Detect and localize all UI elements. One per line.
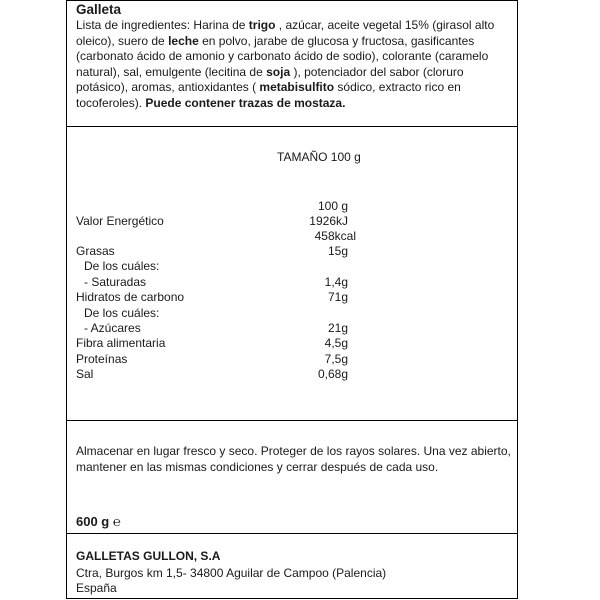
storage-line-2: mantener en las mismas condiciones y cerrar después de cada uso. [76, 460, 439, 474]
net-weight [76, 514, 121, 530]
ingredient-text: ), potenciador del sabor (cloruro potásico), aromas, antioxidantes ( [76, 64, 464, 95]
ingredient-text: , azúcar, aceite vegetal 15% (girasol alto oleico), suero de [76, 18, 495, 48]
nutrition-row-label: Hidratos de carbono [76, 290, 185, 305]
company-country: España [76, 581, 117, 595]
nutrition-row-value: 4,5g [324, 336, 348, 351]
nutrition-row-value: 0,68g [317, 367, 348, 382]
divider-ingredients [66, 126, 518, 127]
energy-kcal: 458kcal [314, 229, 356, 243]
nutrition-row-label: De los cuáles: [84, 259, 160, 274]
allergen-text: leche [168, 33, 199, 48]
nutrition-row-value: 21g [327, 321, 348, 335]
serving-size: TAMAÑO 100 g [277, 150, 361, 164]
divider-nutrition [66, 420, 518, 421]
nutrition-column-header: 100 g [317, 199, 348, 213]
nutrition-row-value: 15g [327, 244, 348, 258]
nutrition-row-label: De los cuáles: [84, 305, 160, 320]
nutrition-row-label: - Azúcares [84, 321, 141, 335]
allergen-text: Puede contener trazas de mostaza. [145, 95, 346, 110]
company-address: Ctra, Burgos km 1,5- 34800 Aguilar de Campoo (Palencia) [76, 566, 387, 580]
energy-kj: 1926kJ [309, 214, 348, 228]
nutrition-row-value: 1,4g [324, 274, 348, 289]
nutrition-row-label: - Saturadas [84, 274, 147, 289]
ingredient-text: en polvo, jarabe de glucosa y fructosa, gasificantes (carbonato ácido de amonio y carbonato ácido de sodio), colorante (caramelo natural), sal, emulgente (lecitina de [76, 33, 489, 79]
ingredient-text: sódico, extracto rico en tocoferoles). [76, 80, 461, 110]
nutrition-row-label: Proteínas [76, 351, 128, 366]
divider-weight [66, 533, 518, 534]
allergen-text: metabisulfito [259, 80, 335, 95]
ingredient-text: Lista de ingredientes: Harina de [76, 18, 249, 32]
company-name: GALLETAS GULLON, S.A [76, 549, 221, 563]
divider-top [66, 0, 518, 1]
allergen-text: soja [266, 64, 291, 79]
nutrition-row-value: 7,5g [324, 351, 348, 366]
nutrition-row-label: Fibra alimentaria [76, 336, 166, 351]
nutrition-row-label: Sal [76, 367, 94, 382]
product-title: Galleta [76, 2, 122, 17]
net-weight-value: 600 g [76, 514, 110, 529]
allergen-text: trigo [248, 18, 276, 32]
storage-line-1: Almacenar en lugar fresco y seco. Proteger de los rayos solares. Una vez abierto, [76, 444, 511, 458]
nutrition-row-value: 71g [327, 290, 348, 305]
energy-label: Valor Energético [76, 214, 164, 228]
estimated-sign-icon: ℮ [112, 514, 121, 529]
nutrition-row-label: Grasas [76, 244, 115, 258]
ingredients-list [76, 18, 512, 112]
